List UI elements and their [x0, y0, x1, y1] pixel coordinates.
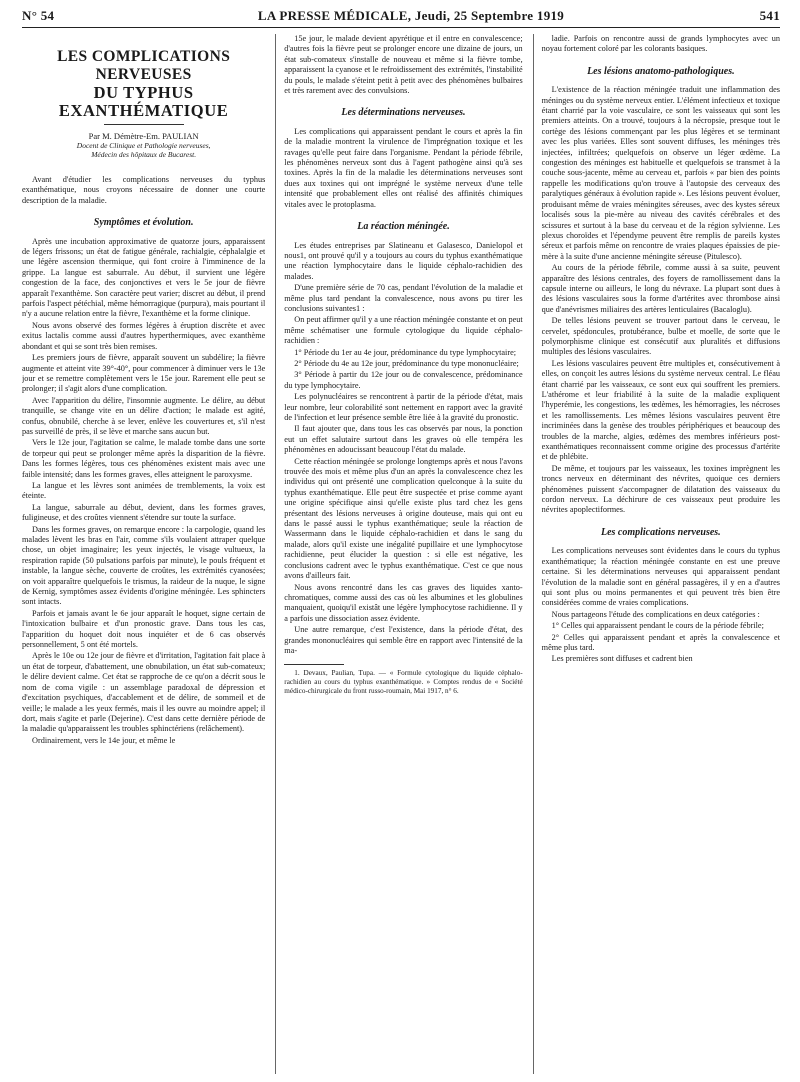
paragraph: Cette réaction méningée se prolonge longtemps après et nous l'avons trouvée des mois et même plus d'un an après la convalescence chez les individus qui ont présenté une complication quelconque à la suite du typhus exanthématique. Elle peut être suspectée et prise comme ayant une origine spécifique ainsi qu'elle existe plus tard chez les gens présentant des lésions nerveuses à origine douteuse, mais qui ont eu dans le passé aussi le typhus exanthématique; seule la réaction de Wassermann dans le liquide céphalo-rachidien et dans le sang du malade, alors qu'il existe une inégalité pupillaire et une lymphocytose rachidienne, peut élucider la question : si elle est négative, les conclusions cadrent avec le typhus exanthématique. C'est ce que nous avons d'ailleurs fait. — [284, 456, 523, 581]
paragraph: Les complications nerveuses sont évidentes dans le cours du typhus exanthématique; la réaction méningée constante en est une preuve certaine. Si les déterminations nerveuses qui apparaissent pendant l'évolution de la maladie sont en général passagères, il y en a d'autres qui sont plus ou moins permanentes et qui peuvent très bien être considérées comme de vraies complications. — [541, 546, 781, 608]
author-line: Par M. Démètre-Em. PAULIAN — [88, 131, 199, 141]
paragraph: Vers le 12e jour, l'agitation se calme, le malade tombe dans une sorte de torpeur qui peut se prolonger même après la disparition de la fièvre. Dans les formes légères, tous ces phénomènes existent mais avec une faible intensité; dans les formes graves, elles atteignent le paroxysme. — [22, 438, 266, 479]
paragraph: 3° Période à partir du 12e jour ou de convalescence, prédominance du type lymphocytaire. — [284, 370, 523, 390]
column-1 — [22, 34, 265, 1074]
article-title — [22, 48, 265, 120]
footnote: 1. Devaux, Paulian, Tupa. — « Formule cytologique du liquide céphalo-rachidien au cours du typhus exanthématique. » Comptes rendus de « Société médico-chirurgicale du front russo-roumain, Mai 1917, n° 6. — [284, 669, 523, 695]
column-3 — [533, 34, 780, 1074]
paragraph: Nous avons rencontré dans les cas graves des liquides xanto-chromatiques, comme aussi des cas où les albumines et les globulines manquaient, quoiqu'il existât une légère lymphocytose rachidienne. Il y a parfois une dissociation assez évidente. — [284, 582, 523, 623]
journal-name: LA PRESSE MÉDICALE — [257, 8, 408, 23]
paragraph: La langue, saburrale au début, devient, dans les formes graves, fuligineuse, et des croûtes viennent s'étendre sur toute la surface. — [22, 502, 266, 523]
title-line-1: LES COMPLICATIONS NERVEUSES — [57, 48, 231, 83]
body-text — [542, 546, 780, 664]
paragraph: 1° Période du 1er au 4e jour, prédominance du type lymphocytaire; — [294, 347, 517, 357]
paragraph: Les polynucléaires se rencontrent à partir de la période d'état, mais leur nombre, leur colorabilité sont nettement en rapport avec la gravité de l'infection et leur présence semble être liée à la gravité du pronostic. — [284, 392, 523, 422]
paragraph: Avec l'apparition du délire, l'insomnie augmente. Le délire, au début tranquille, se change vite en un délire d'action; le malade est agité, confus, obnubilé, cherche à se lever, enlève les couvertures et, s'il n'est pas surveillé de près, il se lève et marche sans aucun but. — [22, 395, 266, 436]
column-2 — [275, 34, 522, 1074]
paragraph: Dans les formes graves, on remarque encore : la carpologie, quand les malades lèvent les bras en l'air, comme s'ils voulaient attraper quelque chose, un objet imaginaire; les yeux injectés, le visage vultueux, la respiration rapide (50 pulsations parfois par minute), le pouls fréquent et instable, la langue sèche, couverte de croûtes, les extrémités cyanosées; on voit apparaître quelquefois le trismus, la raideur de la nuque, le signe de Kernig, symptômes assez évidents d'origine méningée. Les sphincters sont intacts. — [22, 524, 266, 607]
paragraph: On peut affirmer qu'il y a une réaction méningée constante et on peut même schématiser une formule cytologique du liquide céphalo-rachidien : — [284, 315, 523, 346]
intro-paragraph: Avant d'étudier les complications nerveuses du typhus exanthématique, nous croyons nécessaire de donner une courte description de la maladie. — [22, 175, 266, 205]
section-heading: Les complications nerveuses. — [600, 526, 721, 538]
paragraph: 2° Période du 4e au 12e jour, prédominance du type mononucléaire; — [294, 358, 519, 368]
issue-date: Jeudi, 25 Septembre 1919 — [414, 8, 565, 23]
paragraph: De telles lésions peuvent se trouver partout dans le cerveau, le cervelet, spédoncules, protubérance, bulbe et moelle, de sorte que le polymorphisme clinique est consécutif aux pluralités et diffusions multiples des lésions vasculaires. — [541, 316, 781, 357]
footnote-rule — [284, 664, 344, 665]
paragraph: 15e jour, le malade devient apyrétique et il entre en convalescence; d'autres fois la fièvre peut se prolonger encore une dizaine de jours, un état sub-comateux s'installe de nouveau et même si la fièvre tombe, apparaissent la cyanose et le refroidissement des extrémités, l'instabilité du pouls, le malade s'éteint petit à petit avec des phénomènes bulbaires et très rarement avec des convulsions. — [284, 34, 523, 96]
paragraph: Ordinairement, vers le 14e jour, et même le — [32, 735, 176, 745]
affiliation-line-2: Médecin des hôpitaux de Bucarest. — [91, 150, 197, 159]
title-line-2: DU TYPHUS EXANTHÉMATIQUE — [58, 83, 229, 120]
body-text — [542, 85, 780, 516]
paragraph: Les complications qui apparaissent pendant le cours et après la fin de la maladie montrent la virulence de l'imprégnation toxique et les ravages qu'elle peut faire dans l'organisme. Pendant la période fébrile, les phénomènes nerveux sont dus à l'agent pathogène ainsi qu'à ses toxines. Après la fin de la maladie les déterminations nerveuses sont dues aux toxines qui ont imprégné le système nerveux d'une telle intensité que probablement elles ont réalisé des affinités chimiques vitales avec le protoplasma. — [284, 126, 523, 209]
paragraph: Les premiers jours de fièvre, apparaît souvent un subdélire; la fièvre augmente et atteint vite 39°-40°, pour commencer à diminuer vers le 13e jour et se remettre complètement vers le 15e jour. Rarement elle peut se prolonger; il s'agit alors d'une complication. — [22, 353, 266, 394]
section-heading: La réaction méningée. — [357, 221, 450, 233]
body-text — [542, 34, 780, 55]
paragraph: Il faut ajouter que, dans tous les cas observés par nous, la ponction eut un effet salutaire surtout dans les graves où elle tempéra les phénomènes en adoucissant beaucoup l'état du malade. — [284, 424, 523, 455]
paragraph: La langue et les lèvres sont animées de tremblements, la voix est éteinte. — [22, 480, 266, 501]
paragraph: Les lésions vasculaires peuvent être multiples et, consécutivement à elles, on conçoit les autres lésions du système nerveux central. Le fléau étant charrié par les vaisseaux, ce sont eux qui souffrent les premiers. L'athérome et leur friabilité à la suite de la maladie expliquent l'hyperémie, les congestions, les œdèmes, les hémorragies, les nécroses et les ramollissements. Les mêmes lésions vasculaires peuvent être incriminées dans la genèse des troubles périphériques et beaucoup des troubles de la marche, algies, œdèmes des membres inférieurs post-exanthématiques reconnaissent comme origine des processus d'artérite et de phlébite. — [541, 358, 781, 462]
paragraph: Nous partageons l'étude des complications en deux catégories : — [551, 609, 760, 619]
columns — [22, 34, 780, 1074]
paragraph: D'une première série de 70 cas, pendant l'évolution de la maladie et même plus tard pendant la convalescence, nous avons pu tirer les conclusions suivantes1 : — [284, 283, 523, 313]
paragraph: Les études entreprises par Slatineanu et Galasesco, Danielopol et nous1, ont prouvé qu'il y a toujours au cours du typhus exanthématique une réaction lymphocytaire dans le liquide céphalo-rachidien des malades. — [284, 240, 523, 281]
paragraph: Parfois et jamais avant le 6e jour apparaît le hoquet, signe certain de l'intoxication bulbaire et d'un pronostic grave. Dans tous les cas, l'apparition du hoquet doit nous inquiéter et de 6 cas observés personnellement, 5 ont été mortels. — [22, 608, 266, 650]
paragraph: 2° Celles qui apparaissent pendant et après la convalescence et même plus tard. — [541, 632, 781, 652]
page-header — [22, 8, 780, 28]
paragraph: Les premières sont diffuses et cadrent bien — [551, 654, 693, 664]
section-heading: Les déterminations nerveuses. — [341, 107, 466, 119]
running-title: LA PRESSE MÉDICALE, Jeudi, 25 Septembre 1919 — [257, 8, 565, 23]
paragraph: 1° Celles qui apparaissent pendant le cours de la période fébrile; — [551, 621, 764, 631]
section-heading: Les lésions anatomo-pathologiques. — [587, 65, 735, 77]
author-affiliation — [22, 141, 265, 159]
paragraph: Nous avons observé des formes légères à éruption discrète et avec exitus lactalis comme aussi d'autres hyperthermiques, avec exanthème abondant et qui se sont très bien remises. — [22, 320, 266, 351]
paragraph: Au cours de la période fébrile, comme aussi à sa suite, peuvent apparaître des lésions centrales, des foyers de ramollissement dans la capsule interne ou ailleurs, le long du névraxe. La plupart sont dues à des lésions vasculaires sous la forme d'artérites avec thrombose ainsi que d'anévrismes miliaires des artères lenticulaires (Bacaloglu). — [541, 263, 781, 314]
body-text — [22, 237, 265, 747]
page-number: 541 — [759, 8, 780, 23]
issue-number: N° 54 — [22, 8, 55, 23]
title-rule — [104, 124, 184, 125]
paragraph: Après le 10e ou 12e jour de fièvre et d'irritation, l'agitation fait place à un état de torpeur, d'abattement, une obnubilation, un état sub-comateux; le délire devient calme. Cet état se rapproche de ce qu'on a décrit sous le nom de coma vigile : un assemblage paradoxal de dépression et d'excitation psychiques, d'accablement et de délire, de sommeil et de veille; le malade a les yeux fermés, mais il les ouvre au moindre appel; il dort, mais s'agite et parle (Dejerine). C'est dans cette dernière période de la maladie qu'apparaissent les troubles sphinctériens (relâchement). — [22, 651, 266, 734]
paragraph: L'existence de la réaction méningée traduit une inflammation des méninges ou du système nerveux entier. L'élément infectieux et toxique étant charrié par la voie vasculaire, ce sont les vaisseaux qui sont les premiers atteints. On a trouvé, toujours à la nécropsie, presque tout le cortège des lésions commençant par les plus légères et se terminant avec les plus variées. Elles sont souvent diffuses, les méninges très injectées, infiltrées; quelquefois on observe un léger œdème. La congestion des méninges est habituelle et quelquefois se transmet à la couche sous-jacente, même au cerveau et, parfois « par bien des points rappelle les modifications qu'on trouve à l'autopsie des cerveaux des paralytiques généraux à évolution rapide ». Les lésions peuvent évoluer, produisant même de vraies méningites séreuses, avec des kystes séreux localisés sous la pie-mère au niveau des cavités cérébrales et des scissures et surtout à la base du cerveau et de la région sylvienne. Les plexus choroïdes et l'épendyme peuvent être remplis de pareils kystes séreux et parfois même on rencontre de vraies plaques épaissies de pie-mère à la suite d'une ancienne méningite séreuse (Pitulesco). — [541, 85, 781, 261]
paragraph: De même, et toujours par les vaisseaux, les toxines imprègnent les troncs nerveux en déterminant des névrites, quoique ces derniers phénomènes puissent s'accompagner de dilatation des vaisseaux du cordon nerveux. La déchirure de ces vaisseaux peut produire les névrites apoplectiformes. — [541, 463, 781, 515]
section-heading: Symptômes et évolution. — [93, 217, 194, 229]
paragraph: ladie. Parfois on rencontre aussi de grands lymphocytes avec un noyau fortement coloré par les colorants basiques. — [541, 34, 781, 54]
paragraph: Après une incubation approximative de quatorze jours, apparaissent de légers frissons; un état de fatigue générale, rachialgie, céphalalgie et une légère ascension thermique, qui font croire à l'imminence de la grippe. La langue est saburrale. Au début, il survient une légère congestion de la face, des conjonctives et vers le 5e jour de fièvre apparaît l'exanthème. Son caractère peut varier; discret au début, il prend parfois l'aspect pétéchial, même hémorragique (purpura), mais pourtant il n'y a aucune relation entre la fièvre, l'exanthème et la forme clinique. — [22, 236, 266, 319]
body-text — [284, 34, 522, 96]
body-text — [284, 241, 522, 657]
affiliation-line-1: Docent de Clinique et Pathologie nerveuses, — [76, 141, 211, 150]
paragraph: Une autre remarque, c'est l'existence, dans la période d'état, des grandes mononucléaires qui semble être en rapport avec l'intensité de la ma- — [284, 625, 523, 655]
newspaper-page — [22, 8, 780, 1076]
body-text — [284, 127, 522, 210]
